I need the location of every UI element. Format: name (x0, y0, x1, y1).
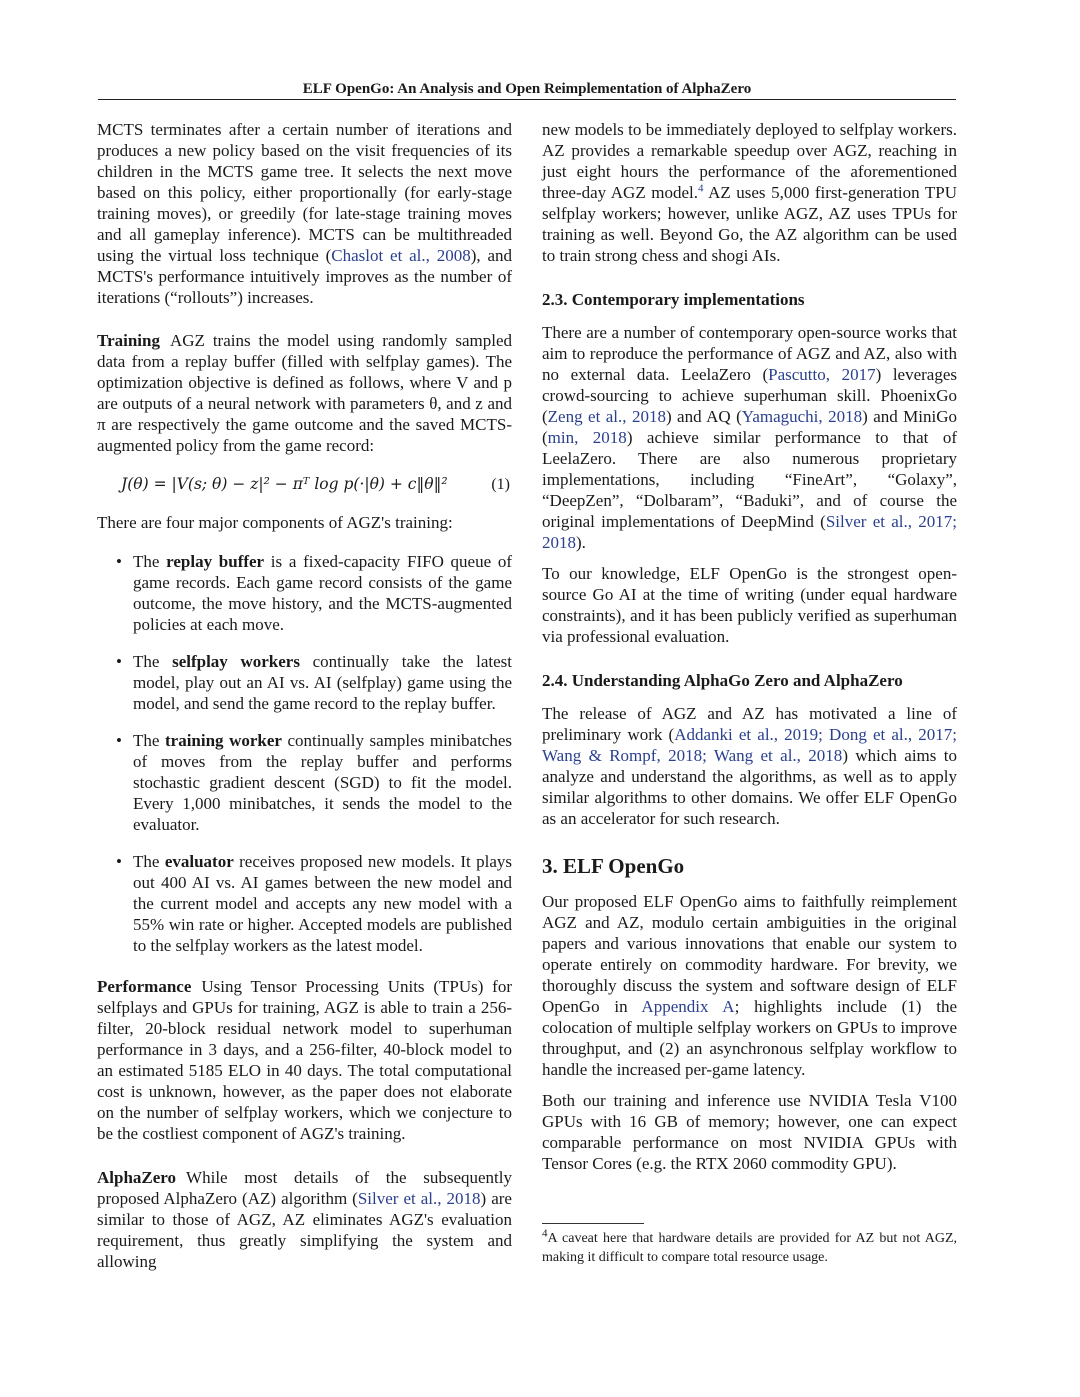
list-item (97, 551, 512, 635)
bullet-term: selfplay workers (172, 652, 300, 671)
paragraph-text: ) which aims to analyze and understand the algorithms, as well as to apply similar algorithms to other domains. We offer ELF OpenGo as an accelerator for such research. (542, 746, 958, 828)
alphazero-paragraph (97, 1167, 512, 1272)
bullet-text: The (133, 652, 173, 671)
paragraph-text: ) and AQ ( (665, 407, 742, 426)
bullet-term: training worker (164, 731, 282, 750)
footnote-text: A caveat here that hardware details are provided for AZ but not AGZ, making it difficult to compare total resource usage. (542, 1231, 957, 1265)
bullet-icon: • (116, 552, 122, 571)
paragraph-text: ) and MiniGo ( (542, 407, 958, 447)
bullet-text: continually samples minibatches of moves from the replay buffer and performs stochastic gradient descent (SGD) to fit the model. Every 1,000 minibatches, it sends the model to the evaluator. (133, 731, 512, 834)
footnote-marker[interactable]: 4 (697, 182, 704, 195)
az-text: new models to be immediately deployed to selfplay workers. AZ provides a remarkable speedup over AGZ, reaching in just eight hours the performance of the aforementioned three-day AGZ model. (542, 120, 957, 202)
paragraph-text: ; highlights include (1) the colocation of multiple selfplay workers on GPUs to improve throughput, and (2) an asynchronous selfplay workflow to handle the increased per-game latency. (542, 997, 957, 1079)
alphazero-text-end: ) are similar to those of AGZ, AZ eliminates AGZ's evaluation requirement, thus greatly simplifying the system and allowing (97, 1189, 512, 1271)
bullet-text: receives proposed new models. It plays out 400 AI vs. AI games between the new model and the current model and accepts any new model with a 55% win rate or higher. Accepted models are published to the selfplay workers as the latest model. (133, 852, 512, 955)
left-column (97, 119, 512, 1272)
alphazero-heading: AlphaZero (97, 1168, 177, 1187)
bullet-icon: • (116, 652, 122, 671)
az-text-end: AZ uses 5,000 first-generation TPU selfplay workers; however, unlike AGZ, AZ uses TPUs for training as well. Beyond Go, the AZ algorithm can be used to train strong chess and shogi AIs. (542, 183, 957, 265)
bullet-term: evaluator (164, 852, 234, 871)
list-item (97, 851, 512, 956)
understanding-paragraph (542, 703, 957, 829)
paragraph-text: Our proposed ELF OpenGo aims to faithfully reimplement AGZ and AZ, modulo certain ambiguities in the original papers and various innovations that enable our system to operate entirely on commodity hardware. For brevity, we thoroughly discuss the system and software design of ELF OpenGo in (542, 892, 957, 1016)
hardware-paragraph: Both our training and inference use NVIDIA Tesla V100 GPUs with 16 GB of memory; however, one can expect comparable performance on most NVIDIA GPUs with Tensor Cores (e.g. the RTX 2060 commodity GPU). (542, 1091, 957, 1173)
bullet-text: The (133, 731, 165, 750)
performance-paragraph (97, 976, 512, 1144)
citation-pascutto[interactable]: Pascutto, 2017 (768, 365, 876, 384)
training-text: AGZ trains the model using randomly sampled data from a replay buffer (filled with selfplay games). The optimization objective is defined as follows, where V and p are outputs of a neural network with parameters θ, and z and π are respectively the game outcome and the saved MCTS-augmented policy from the game record: (97, 331, 512, 455)
alphazero-text: While most details of the subsequently proposed AlphaZero (AZ) algorithm ( (97, 1168, 512, 1208)
citation-silver-2017-2018[interactable]: Silver et al., 2017; 2018 (542, 512, 957, 552)
paragraph-text: There are a number of contemporary open-source works that aim to reproduce the performance of AGZ and AZ, also with no external data. LeelaZero ( (542, 323, 957, 384)
bullet-text: The (133, 552, 167, 571)
bullet-text: The (133, 852, 165, 871)
bullet-text: continually take the latest model, play out an AI vs. AI (selfplay) game using the model, and send the game record to the replay buffer. (133, 652, 512, 713)
equation-number: (1) (491, 476, 510, 493)
citation-silver-2018[interactable]: Silver et al., 2018 (357, 1189, 481, 1208)
performance-heading: Performance (97, 977, 192, 996)
citation-chaslot[interactable]: Chaslot et al., 2008 (331, 246, 471, 265)
list-item (97, 730, 512, 835)
bullet-icon: • (116, 731, 122, 750)
running-header: ELF OpenGo: An Analysis and Open Reimplementation of AlphaZero (302, 81, 752, 97)
equation-body: J(θ) = |V(s; θ) − z|² − πᵀ log p(·|θ) + c‖θ‖² (121, 475, 448, 493)
mcts-paragraph (97, 119, 512, 308)
paragraph-text: The release of AGZ and AZ has motivated a line of preliminary work ( (542, 704, 957, 744)
citation-analysis-works[interactable]: Addanki et al., 2019; Dong et al., 2017; Wang & Rompf, 2018; Wang et al., 2018 (542, 725, 958, 765)
paragraph-text: ) achieve similar performance to that of LeelaZero. There are also numerous proprietary implementations, including “FineArt”, “Golaxy”, “DeepZen”, “Dolbaram”, “Baduki”, and of course the original implementations of DeepMind ( (542, 428, 957, 531)
citation-zeng[interactable]: Zeng et al., 2018 (547, 407, 666, 426)
link-appendix-a[interactable]: Appendix A (641, 997, 735, 1016)
paragraph-text: ). (576, 533, 586, 552)
section-3-title: 3. ELF OpenGo (542, 854, 685, 878)
performance-text: Using Tensor Processing Units (TPUs) for selfplays and GPUs for training, AGZ is able to train a 256-filter, 20-block residual network model to superhuman performance in 3 days, and a 256-filter, 40-block model to an estimated 5185 ELO in 40 days. The total computational cost is unknown, however, as the paper does not elaborate on the number of selfplay workers, which we conjecture to be the costliest component of AGZ's training. (97, 977, 512, 1143)
header-rule (98, 99, 956, 100)
mcts-text-end: ), and MCTS's performance intuitively improves as the number of iterations (“rollouts”) increases. (97, 246, 512, 307)
elf-opengo-paragraph (542, 891, 957, 1080)
section-2-4-title: 2.4. Understanding AlphaGo Zero and AlphaZero (542, 671, 903, 690)
training-paragraph (97, 330, 512, 456)
equation-1 (97, 466, 512, 506)
az-paragraph (542, 119, 957, 266)
training-heading: Training (97, 331, 160, 350)
right-column (542, 119, 957, 1174)
contemporary-paragraph (542, 322, 957, 553)
bullet-text: is a fixed-capacity FIFO queue of game records. Each game record consists of the game outcome, the move history, and the MCTS-augmented policies at each move. (133, 552, 512, 634)
paragraph-text: ) leverages crowd-sourcing to achieve superhuman skill. PhoenixGo ( (542, 365, 958, 426)
footnote (542, 1229, 957, 1267)
section-2-3-title: 2.3. Contemporary implementations (542, 290, 805, 309)
footnote-rule (542, 1223, 644, 1224)
bullet-icon: • (116, 852, 122, 871)
bullet-term: replay buffer (166, 552, 265, 571)
list-item (97, 651, 512, 714)
mcts-text: MCTS terminates after a certain number of iterations and produces a new policy based on the visit frequencies of its children in the MCTS game tree. It selects the next move based on this policy, either proportionally (for early-stage training moves), or greedily (for late-stage training moves and all gameplay inference). MCTS can be multithreaded using the virtual loss technique ( (97, 120, 512, 265)
citation-min[interactable]: min, 2018 (547, 428, 627, 447)
strongest-paragraph: To our knowledge, ELF OpenGo is the strongest open-source Go AI at the time of writing (under equal hardware constraints), and it has been publicly verified as superhuman via professional evaluation. (542, 564, 957, 646)
components-intro: There are four major components of AGZ's training: (97, 513, 453, 532)
components-list (97, 551, 512, 956)
citation-yamaguchi[interactable]: Yamaguchi, 2018 (741, 407, 863, 426)
footnote-number: 4 (542, 1227, 548, 1240)
